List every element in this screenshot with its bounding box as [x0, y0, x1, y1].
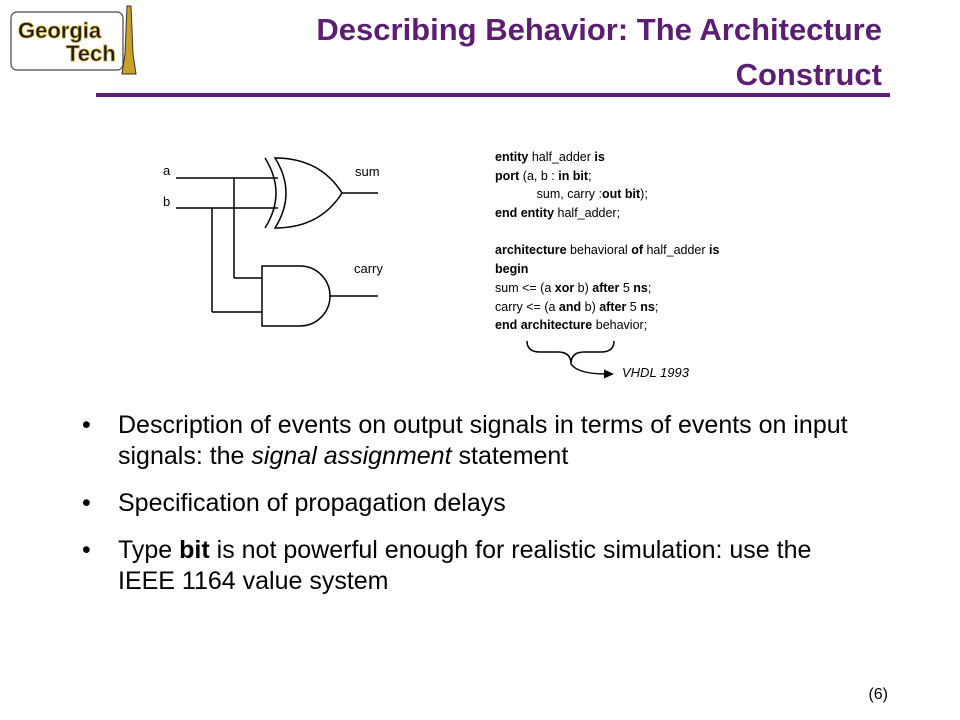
code-line: sum, carry :out bit);: [495, 187, 648, 202]
page-number: (6): [868, 686, 888, 703]
code-line: architecture behavioral of half_adder is: [495, 243, 720, 258]
vhdl-code-block: [495, 148, 719, 335]
slide-title-line1: Describing Behavior: The Architecture: [316, 12, 882, 47]
vhdl-arrowhead-icon: [604, 370, 614, 379]
code-brace: [527, 341, 614, 364]
bullet-dot-icon: •: [82, 536, 91, 564]
code-line: entity half_adder is: [495, 150, 605, 164]
logo-text-tech: Tech: [66, 41, 116, 66]
code-line: end entity half_adder;: [495, 206, 621, 221]
bullet-text: Description of events on output signals in terms of events on input signals: the signal assignment statement: [118, 411, 848, 470]
sum-output-label: sum: [355, 164, 380, 179]
bullet-text: Type bit is not powerful enough for realistic simulation: use the IEEE 1164 value system: [118, 536, 812, 595]
vhdl-version-label: VHDL 1993: [622, 365, 689, 380]
xor-gate-extra-arc: [265, 158, 276, 228]
bullet-dot-icon: •: [82, 411, 91, 439]
bullet-dot-icon: •: [82, 489, 91, 517]
bullet-item: [78, 488, 858, 519]
code-line: carry <= (a and b) after 5 ns;: [495, 299, 659, 314]
vhdl-arrow: [571, 364, 606, 374]
bullet-item: [78, 410, 858, 472]
bullet-list: [78, 410, 858, 613]
bullet-text: Specification of propagation delays: [118, 489, 506, 517]
carry-output-label: carry: [354, 261, 383, 276]
code-line: port (a, b : in bit;: [495, 168, 592, 183]
xor-gate: [275, 158, 342, 228]
code-line: sum <= (a xor b) after 5 ns;: [495, 280, 652, 295]
code-line: [495, 223, 719, 242]
slide-title-line2: Construct: [735, 57, 882, 92]
code-line: end architecture behavior;: [495, 318, 648, 333]
code-line: begin: [495, 262, 529, 277]
bullet-item: [78, 535, 858, 597]
input-b-label: b: [163, 194, 171, 209]
input-a-label: a: [163, 163, 171, 178]
and-gate: [262, 266, 330, 326]
logo-text-georgia: Georgia: [18, 18, 102, 43]
